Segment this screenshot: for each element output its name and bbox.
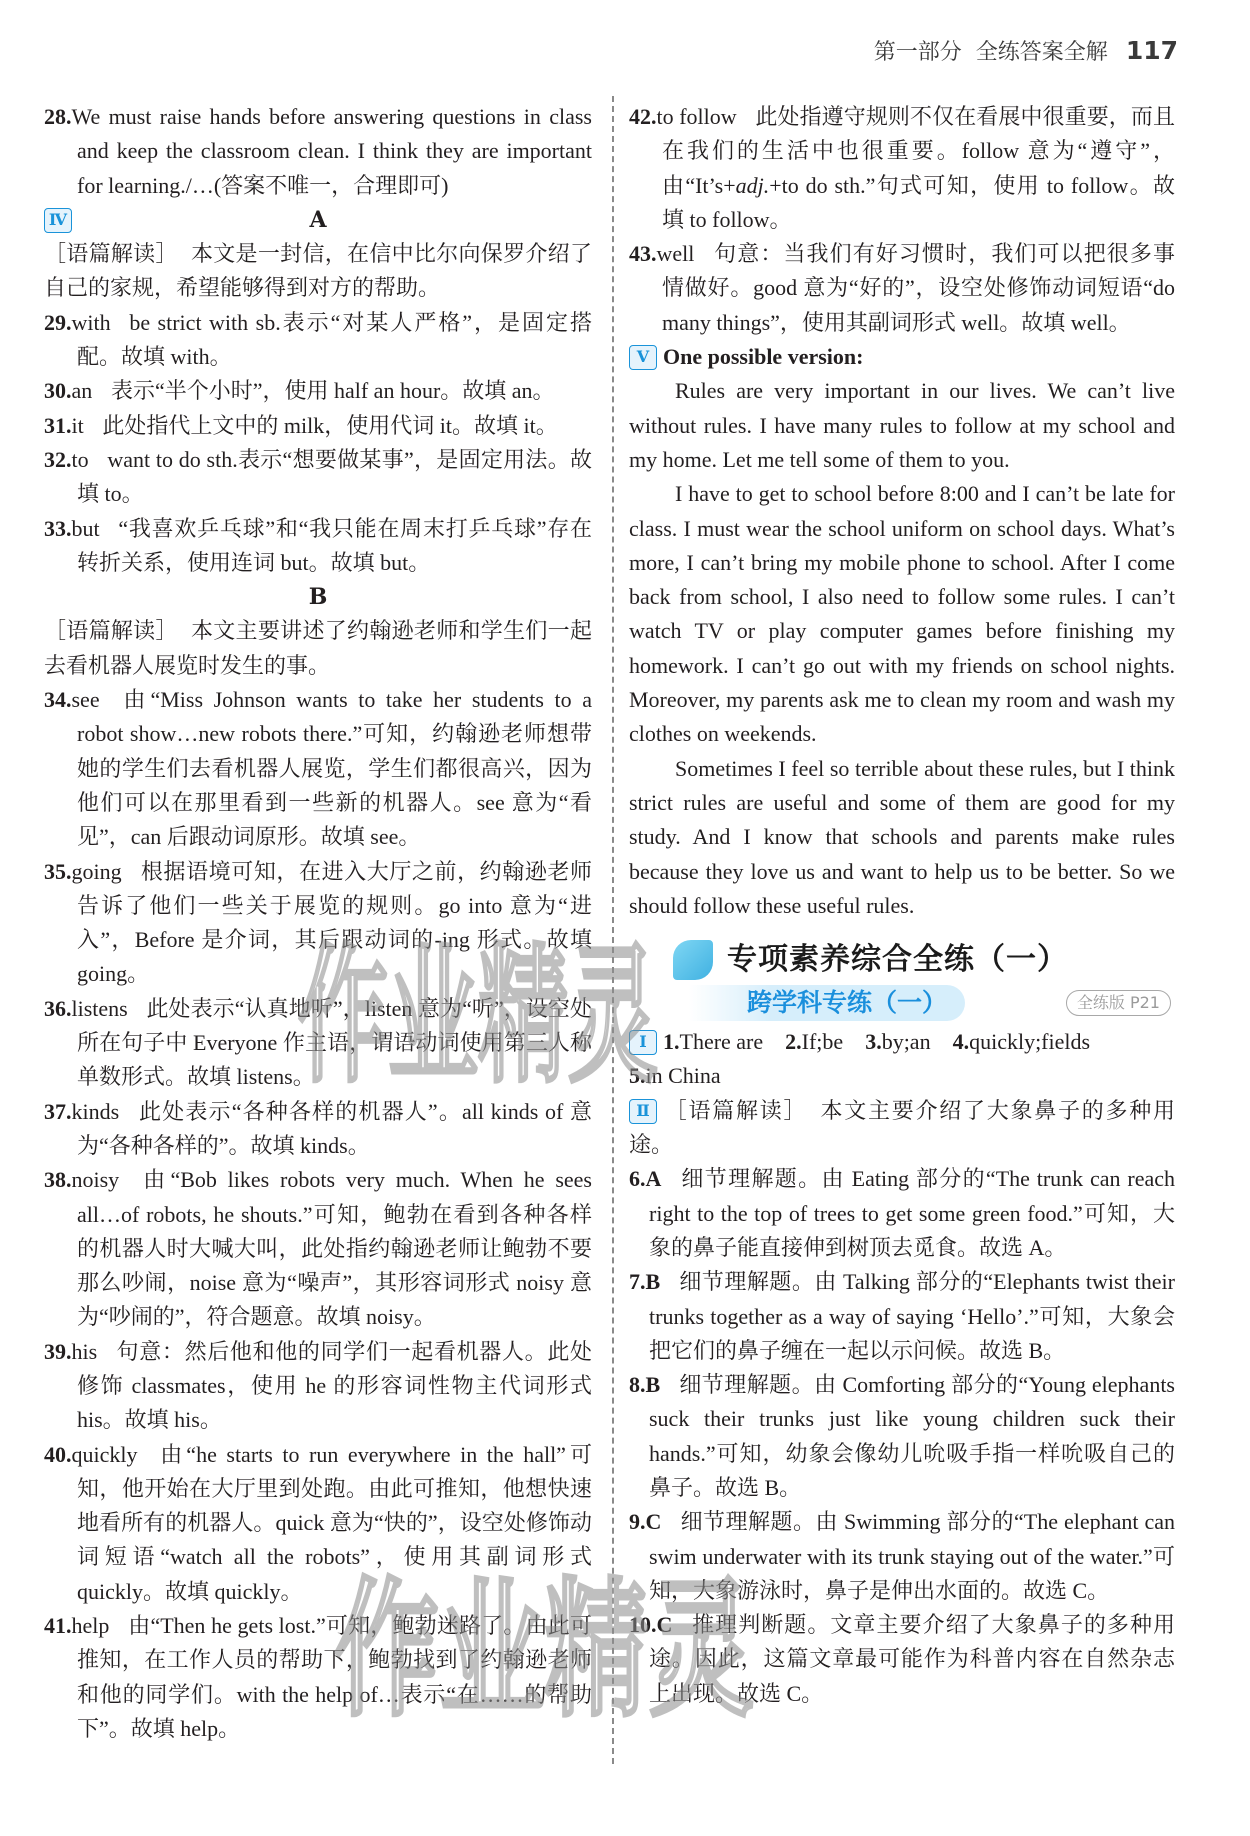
item-answer: with — [71, 309, 111, 335]
header-book-title: 全练答案全解 — [975, 40, 1108, 65]
section-title-decoration — [673, 940, 713, 980]
part-b-label: B — [308, 584, 328, 611]
item-number: 42. — [629, 104, 657, 129]
item-explanation-end: +to do sth.”句式可知，使用 to follow。故填 to follow。 — [662, 172, 1175, 232]
item-number: 34. — [44, 687, 72, 713]
page-header — [860, 34, 1178, 70]
item-explanation: 表示“半个小时”，使用 half an hour。故填 an。 — [110, 378, 555, 404]
reading-text: 本文主要讲述了约翰逊老师和学生们一起去看机器人展览时发生的事。 — [44, 618, 592, 678]
item-answer: If;be — [801, 1029, 844, 1055]
writing-heading — [629, 340, 1175, 374]
item-explanation: 由“Bob likes robots very much. When he sees all…of robots, he shouts.”可知，鲍勃在看到各种各样的机器人时大喊大叫，此处指约翰逊老师让鲍勃不要那么吵闹，noise 意为“噪声”，其形容词形式 noisy 意为“吵闹的”，符合题意。故填 noisy。 — [77, 1167, 592, 1330]
item-number: 3. — [865, 1029, 882, 1055]
item-answer: help — [71, 1613, 110, 1639]
item-text: We must raise hands before answering questions in class and keep the classroom clean. I think they are important for learning./…(答案不唯一，合理即可) — [71, 104, 592, 198]
item-explanation: “我喜欢乒乓球”和“我只能在周末打乒乓球”存在转折关系，使用连词 but。故填 but。 — [77, 515, 592, 575]
reading-text: 本文是一封信，在信中比尔向保罗介绍了自己的家规，希望能够得到对方的帮助。 — [44, 241, 592, 301]
item-answer: going — [71, 858, 122, 884]
item-number: 33. — [44, 515, 72, 541]
right-column — [629, 100, 1175, 1711]
left-column — [44, 100, 592, 1746]
item-explanation: 此处指代上文中的 milk，使用代词 it。故填 it。 — [102, 412, 558, 438]
item-explanation: 细节理解题。由 Comforting 部分的“Young elephants suck their trunks just like young children suck their hands.”可知，幼象会像幼儿吮吸手指一样吮吸自己的鼻子。故选 B。 — [649, 1372, 1175, 1500]
answer-item-10 — [629, 1608, 1175, 1711]
item-number: 35. — [44, 858, 72, 884]
item-number: 7. — [629, 1269, 646, 1295]
column-divider — [612, 96, 614, 1764]
item-number: 1. — [663, 1029, 680, 1055]
item-answer: an — [71, 378, 93, 404]
essay-paragraph: I have to get to school before 8:00 and I can’t be late for class. I must wear the school uniform on school days. What’s more, I can’t bring my mobile phone to school. After I come back from school, I also need to follow some rules. I can’t watch TV or play computer games before finishing my homework. I can’t go out with my friends on school nights. Moreover, my parents ask me to clean my room and wash my clothes on weekends. — [629, 481, 1175, 747]
item-number: 41. — [44, 1613, 72, 1639]
part-i-answers — [629, 1025, 1175, 1059]
answer-item-39 — [44, 1335, 592, 1438]
reading-summary-a — [44, 237, 592, 306]
sample-essay — [629, 374, 1175, 923]
item-explanation: 由“Miss Johnson wants to take her students to a robot show…new robots there.”可知，约翰逊老师想带她的学生们去看机器人展览，学生们都很高兴，因为他们可以在那里看到一些新的机器人。see 意为“看见”，can 后跟动词原形。故填 see。 — [77, 687, 592, 850]
reading-label: ［语篇解读］ — [663, 1097, 808, 1123]
answer-item-7 — [629, 1265, 1175, 1368]
item-number: 40. — [44, 1441, 72, 1467]
item-number: 32. — [44, 446, 72, 472]
item-number: 10. — [629, 1612, 657, 1638]
item-number: 39. — [44, 1338, 72, 1364]
answer-item-31 — [44, 409, 592, 443]
part-a-heading — [44, 203, 592, 237]
item-number: 4. — [952, 1029, 970, 1055]
section-i-marker: Ⅰ — [629, 1030, 657, 1055]
item-number: 31. — [44, 412, 72, 438]
page-number: 117 — [1125, 36, 1178, 65]
item-answer: listens — [71, 995, 128, 1021]
answer-item-40 — [44, 1438, 592, 1609]
answer-item-35 — [44, 855, 592, 992]
section-iv-marker: Ⅳ — [44, 208, 72, 233]
answer-item-42 — [629, 100, 1175, 237]
answer-pair — [953, 1029, 1090, 1054]
item-explanation: 根据语境可知，在进入大厅之前，约翰逊老师告诉了他们一些关于展览的规则。go into 意为“进入”，Before 是介词，其后跟动词的-ing 形式。故填 going。 — [77, 858, 592, 987]
item-explanation: 推理判断题。文章主要介绍了大象鼻子的多种用途。因此，这篇文章最可能作为科普内容在自然杂志上出现。故选 C。 — [649, 1612, 1175, 1706]
essay-paragraph: Rules are very important in our lives. We can’t live without rules. I have many rules to follow at my school and my home. Let me tell some of them to you. — [629, 378, 1175, 472]
sub-title — [629, 983, 1175, 1023]
page-ref-badge: 全练版 P21 — [1066, 990, 1171, 1016]
item-answer: There are — [679, 1029, 764, 1055]
item-answer: B — [645, 1372, 661, 1398]
item-explanation: 由“Then he gets lost.”可知，鲍勃迷路了。由此可推知，在工作人员的帮助下，鲍勃找到了约翰逊老师和他的同学们。with the help of…表示“在……的帮助下”。故填 help。 — [77, 1613, 592, 1741]
item-explanation: want to do sth.表示“想要做某事”，是固定用法。故填 to。 — [77, 446, 592, 507]
item-answer: see — [71, 687, 100, 713]
item-answer: it — [71, 412, 84, 438]
reading-label: ［语篇解读］ — [44, 241, 178, 267]
item-number: 37. — [44, 1098, 72, 1124]
answer-item-34 — [44, 683, 592, 854]
section-ii-marker: Ⅱ — [629, 1099, 657, 1124]
answer-item-30 — [44, 374, 592, 408]
part-i-answers-cont — [629, 1059, 1175, 1093]
answer-item-41 — [44, 1609, 592, 1746]
section-title-text: 专项素养综合全练（一） — [727, 941, 1068, 977]
reading-label: ［语篇解读］ — [44, 618, 178, 644]
reading-text: 本文主要介绍了大象鼻子的多种用途。 — [629, 1097, 1175, 1158]
item-answer: kinds — [71, 1098, 120, 1124]
answer-item-36 — [44, 992, 592, 1095]
answer-item-6 — [629, 1162, 1175, 1265]
item-number: 36. — [44, 995, 72, 1021]
answer-item-9 — [629, 1505, 1175, 1608]
item-explanation: 句意：当我们有好习惯时，我们可以把很多事情做好。good 意为“好的”，设空处修饰动词短语“do many things”，使用其副词形式 well。故填 well。 — [662, 241, 1175, 335]
item-explanation: 细节理解题。由 Talking 部分的“Elephants twist their trunks together as a way of saying ‘Hello’.”可知，大象会把它们的鼻子缠在一起以示问候。故选 B。 — [649, 1269, 1175, 1363]
item-explanation: 此处指遵守规则不仅在看展中很重要，而且在我们的生活中也很重要。follow 意为“遵守”，由“It’s+ — [662, 104, 1175, 198]
item-answer: well — [656, 241, 695, 267]
answer-item-33 — [44, 512, 592, 581]
header-part: 第一部分 — [873, 40, 962, 65]
item-number: 38. — [44, 1167, 72, 1193]
item-number: 8. — [629, 1372, 646, 1398]
answer-item-32 — [44, 443, 592, 512]
item-number: 28. — [44, 104, 72, 129]
answer-item-43 — [629, 237, 1175, 340]
part-b-heading — [44, 580, 592, 614]
item-explanation: 句意：然后他和他的同学们一起看机器人。此处修饰 classmates，使用 he 的形容词性物主代词形式 his。故填 his。 — [77, 1338, 592, 1433]
essay-paragraph: Sometimes I feel so terrible about these rules, but I think strict rules are useful and some of them are good for my study. And I know that schools and parents make rules because they love us and want to help us to be better. So we should follow these useful rules. — [629, 755, 1175, 918]
item-explanation: 细节理解题。由 Swimming 部分的“The elephant can swim underwater with its trunk staying out of the water.”可知，大象游泳时，鼻子是伸出水面的。故选 C。 — [649, 1509, 1175, 1603]
item-explanation: be strict with sb.表示“对某人严格”，是固定搭配。故填 with。 — [77, 309, 592, 370]
item-answer: in China — [645, 1063, 721, 1089]
item-answer: by;an — [881, 1029, 931, 1055]
item-answer: A — [645, 1166, 662, 1192]
item-answer: noisy — [71, 1167, 120, 1193]
section-v-marker: Ⅴ — [629, 345, 657, 370]
item-answer: quickly;fields — [969, 1029, 1091, 1055]
answer-item-29 — [44, 306, 592, 375]
item-answer: C — [656, 1612, 673, 1638]
item-number: 30. — [44, 378, 72, 404]
answer-pair — [663, 1029, 763, 1054]
version-label: One possible version: — [663, 344, 864, 370]
item-explanation: 细节理解题。由 Eating 部分的“The trunk can reach right to the top of trees to get some green food.”可知，大象的鼻子能直接伸到树顶去觅食。故选 A。 — [649, 1166, 1175, 1260]
answer-item-28 — [44, 100, 592, 203]
item-answer: quickly — [71, 1441, 138, 1467]
item-answer: B — [645, 1269, 661, 1295]
watermark-text: 作业精灵 — [334, 1564, 754, 1732]
answer-item-37 — [44, 1095, 592, 1164]
item-answer: C — [645, 1509, 662, 1535]
reading-summary-ii — [629, 1094, 1175, 1163]
section-title — [629, 937, 1175, 983]
answer-pair — [785, 1029, 843, 1054]
item-explanation: 此处表示“认真地听”，listen 意为“听”，设空处所在句子中 Everyone 作主语，谓语动词使用第三人称单数形式。故填 listens。 — [77, 995, 592, 1090]
item-number: 9. — [629, 1509, 646, 1535]
item-answer: but — [71, 515, 100, 541]
item-answer: his — [71, 1338, 98, 1364]
answer-item-8 — [629, 1368, 1175, 1505]
item-number: 2. — [785, 1029, 802, 1055]
item-number: 29. — [44, 309, 72, 335]
part-a-label: A — [309, 206, 327, 233]
item-answer: to — [71, 446, 89, 472]
item-explanation-italic: adj. — [735, 172, 770, 198]
item-explanation: 由“he starts to run everywhere in the hall”可知，他开始在大厅里到处跑。由此可推知，他想快速地看所有的机器人。quick 意为“快的”，设空处修饰动词短语“watch all the robots”，使用其副词形式 quickly。故填 quickly。 — [77, 1441, 592, 1604]
item-answer: to follow — [656, 104, 737, 129]
reading-summary-b — [44, 614, 592, 683]
sub-title-text: 跨学科专练（一） — [689, 985, 965, 1021]
watermark-text: 作业精灵 — [298, 930, 658, 1098]
answer-pair — [865, 1029, 930, 1054]
item-number: 5. — [629, 1063, 646, 1089]
item-explanation: 此处表示“各种各样的机器人”。all kinds of 意为“各种各样的”。故填 kinds。 — [77, 1098, 592, 1158]
item-number: 43. — [629, 241, 657, 267]
item-number: 6. — [629, 1166, 646, 1192]
answer-item-38 — [44, 1163, 592, 1334]
